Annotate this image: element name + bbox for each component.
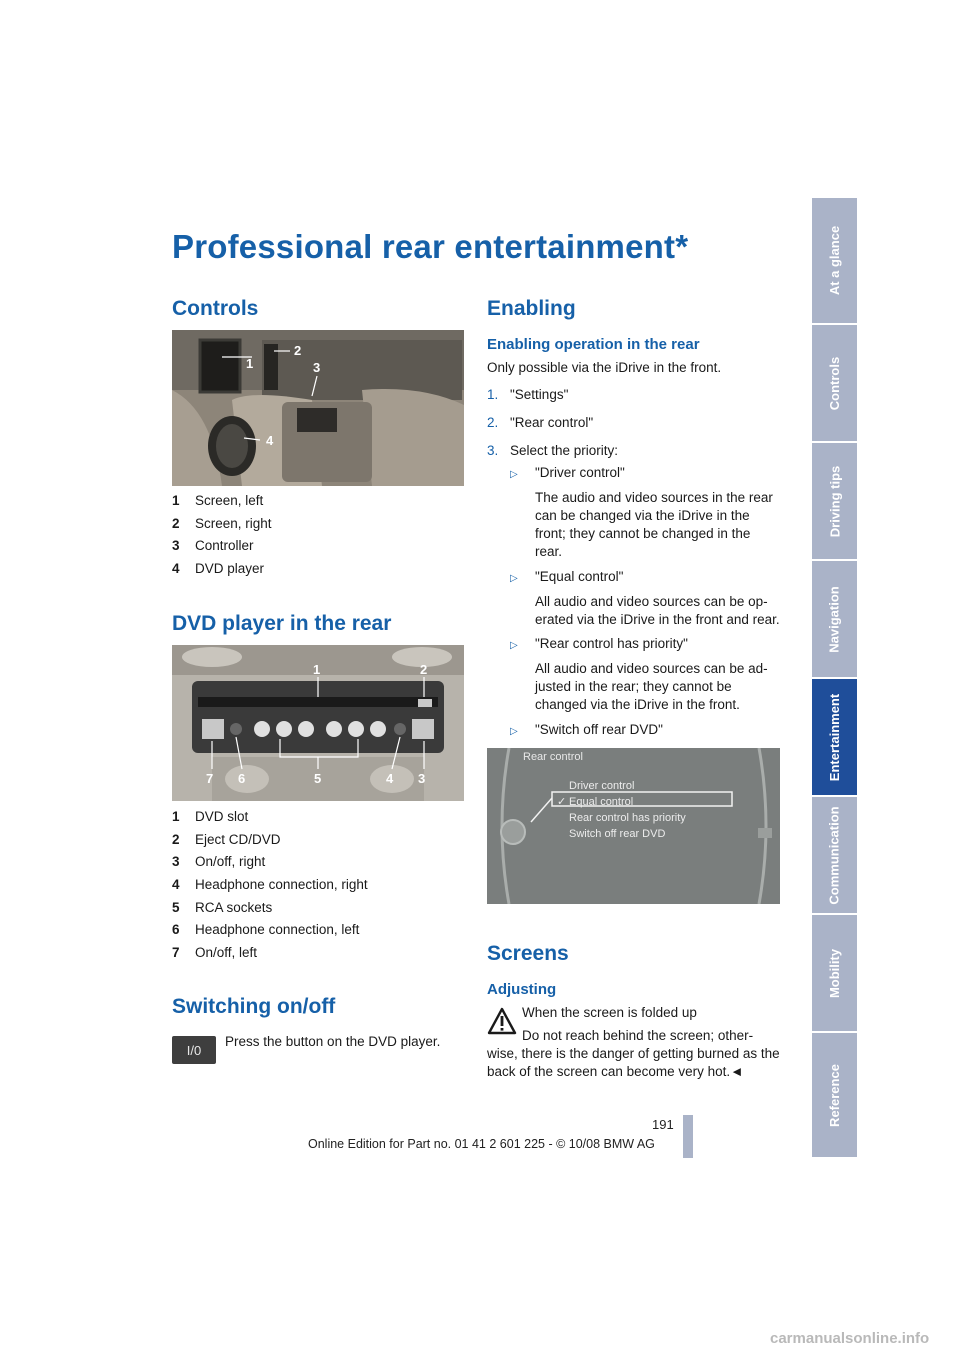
triangle-bullet-icon: ▷ [510, 573, 518, 584]
callout-2: 2 [294, 343, 302, 358]
list-item: 1. "Settings" [487, 387, 569, 402]
switching-text: Press the button on the DVD player. [225, 1034, 441, 1049]
page-number: 191 [652, 1117, 674, 1132]
triangle-bullet-icon: ▷ [510, 640, 518, 651]
list-item: 3. Select the priority: [487, 443, 619, 458]
list-item: 2. "Rear control" [487, 415, 594, 430]
dvd-heading: DVD player in the rear [172, 612, 392, 635]
option-switch-off-rear-dvd: ▷ "Switch off rear DVD" [510, 721, 790, 741]
tab-mobility[interactable]: Mobility [812, 915, 857, 1033]
tab-controls[interactable]: Controls [812, 325, 857, 443]
controls-heading: Controls [172, 297, 259, 320]
triangle-bullet-icon: ▷ [510, 726, 518, 737]
controls-legend [172, 493, 462, 584]
legend-item: 4 DVD player [172, 561, 265, 577]
legend-item: 2 Screen, right [172, 515, 272, 531]
footer-text: Online Edition for Part no. 01 41 2 601 225 - © 10/08 BMW AG [308, 1137, 655, 1151]
enabling-intro: Only possible via the iDrive in the front. [487, 360, 722, 375]
dvd-callout-4: 4 [386, 771, 394, 786]
dvd-callout-1: 1 [313, 662, 321, 677]
warning-icon [487, 1007, 517, 1040]
tab-at-a-glance[interactable]: At a glance [812, 198, 857, 325]
legend-item: 7 On/off, left [172, 945, 258, 961]
dvd-callout-5: 5 [314, 771, 322, 786]
screen-item-driver-control: Driver control [569, 780, 635, 792]
enabling-steps [487, 386, 787, 470]
idrive-screen-image [487, 748, 780, 904]
on-off-button-icon: I/0 [172, 1036, 216, 1064]
callout-3: 3 [313, 360, 321, 375]
dvd-photo [172, 645, 464, 801]
dvd-callout-7: 7 [206, 771, 214, 786]
legend-item: 3 On/off, right [172, 854, 266, 870]
enabling-subheading: Enabling operation in the rear [487, 336, 700, 353]
dvd-legend [172, 809, 462, 968]
legend-item: 4 Headphone connection, right [172, 877, 368, 893]
legend-item: 1 DVD slot [172, 809, 249, 824]
legend-item: 6 Headphone connection, left [172, 922, 360, 938]
tab-reference[interactable]: Reference [812, 1033, 857, 1159]
controls-photo [172, 330, 464, 486]
screen-item-equal-control: ✓ Equal control [557, 796, 634, 808]
screens-heading: Screens [487, 942, 569, 965]
check-icon: ✓ [557, 796, 567, 808]
dvd-callout-6: 6 [238, 771, 246, 786]
screen-item-switch-off-rear-dvd: Switch off rear DVD [569, 828, 666, 840]
enabling-heading: Enabling [487, 297, 576, 320]
legend-item: 5 RCA sockets [172, 899, 273, 915]
adjusting-subheading: Adjusting [487, 981, 557, 998]
dvd-callout-3: 3 [418, 771, 426, 786]
tab-navigation[interactable]: Navigation [812, 561, 857, 679]
screen-menu [557, 778, 686, 842]
triangle-bullet-icon: ▷ [510, 469, 518, 480]
page-title: Professional rear entertainment* [172, 228, 689, 265]
page-marker [683, 1115, 693, 1158]
callout-4: 4 [266, 433, 274, 448]
legend-item: 3 Controller [172, 538, 254, 554]
option-rear-control-priority: ▷ "Rear control has priority" All audio and video sources can be ad- justed in the rear; they cannot be changed via the iDrive in the front. [510, 636, 768, 712]
option-driver-control: ▷ "Driver control" The audio and video sources in the rear can be changed via the iDrive in the front; they cannot be changed in the rear. [510, 465, 773, 559]
warning-text: When the screen is folded up Do not reach behind the screen; other- [522, 1005, 754, 1043]
tab-driving-tips[interactable]: Driving tips [812, 443, 857, 561]
callout-1: 1 [246, 356, 254, 371]
tab-entertainment[interactable]: Entertainment [812, 679, 857, 797]
screen-header: Rear control [523, 751, 583, 763]
watermark: carmanualsonline.info [770, 1330, 930, 1347]
dvd-callout-2: 2 [420, 662, 428, 677]
switching-heading: Switching on/off [172, 995, 336, 1018]
option-equal-control: ▷ "Equal control" All audio and video sources can be op- erated via the iDrive in the front and rear. [510, 569, 780, 627]
tab-communication[interactable]: Communication [812, 797, 857, 915]
legend-item: 1 Screen, left [172, 493, 264, 508]
screen-item-rear-control-priority: Rear control has priority [569, 812, 686, 824]
warning-body: wise, there is the danger of getting burned as the back of the screen can become very hot.◄ [487, 1046, 780, 1079]
legend-item: 2 Eject CD/DVD [172, 831, 281, 847]
